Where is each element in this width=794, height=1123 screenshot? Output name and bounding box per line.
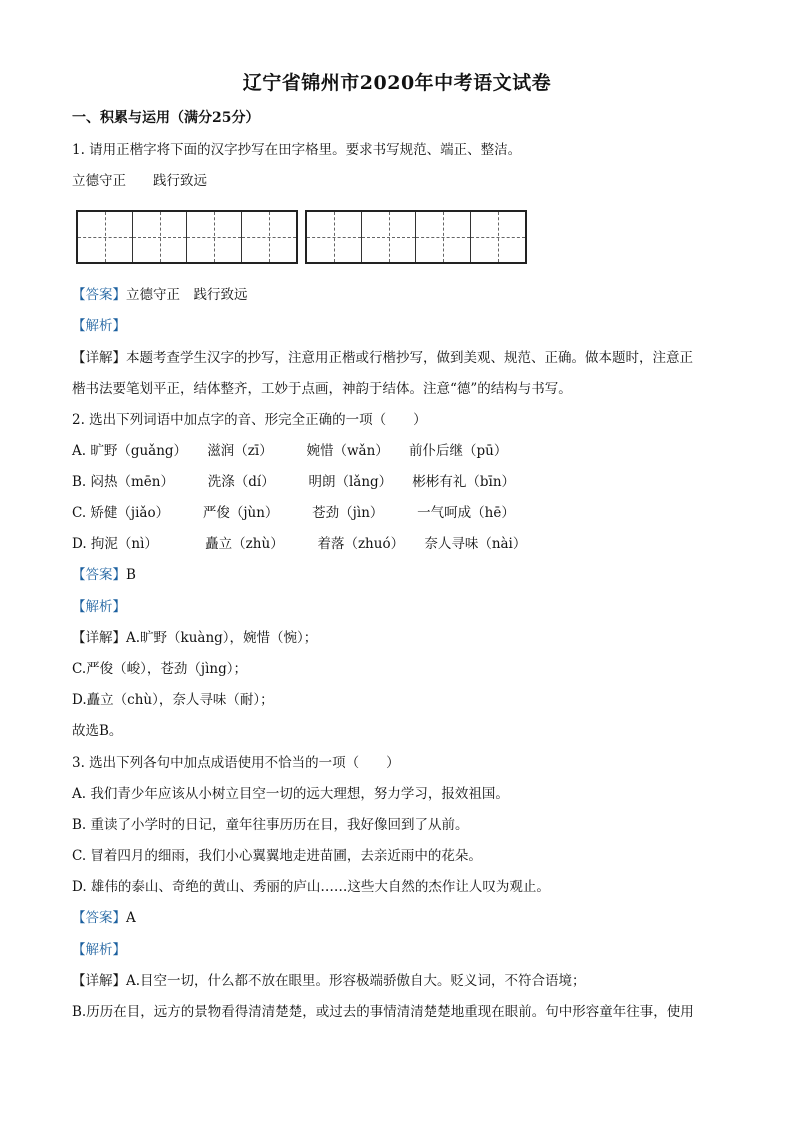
answer-tag: 【答案】: [72, 287, 126, 303]
analysis-tag: 【解析】: [72, 942, 126, 958]
q3-answer: [72, 908, 136, 928]
q1-answer: [72, 285, 248, 305]
q3-stem: 3. 选出下列各句中加点成语使用不恰当的一项（ ）: [72, 755, 400, 771]
analysis-tag: 【解析】: [72, 318, 126, 334]
q3-detail-1: [72, 971, 586, 991]
detail-tag: 【详解】: [72, 973, 126, 989]
q2-option-a: A. 旷野（guǎng） 滋润（zī） 婉惜（wǎn） 前仆后继（pū）: [72, 443, 508, 459]
q2-detail-1: [72, 628, 317, 648]
answer-text: 立德守正 践行致远: [126, 287, 248, 303]
q2-option-b: B. 闷热（mēn） 洗涤（dí） 明朗（lǎng） 彬彬有礼（bīn）: [72, 474, 516, 490]
grid-cell: [242, 212, 297, 262]
q2-answer: [72, 565, 136, 585]
q1-detail-2: 楷书法要笔划平正，结体整齐，工妙于点画，神韵于结体。注意“德”的结构与书写。: [72, 381, 572, 397]
q3-option-b: B. 重读了小学时的日记，童年往事历历在目，我好像回到了从前。: [72, 817, 469, 833]
grid-cell: [307, 212, 362, 262]
detail-tag: 【详解】: [72, 630, 126, 646]
q2-analysis: [72, 597, 126, 617]
grid-cell: [362, 212, 417, 262]
q3-option-a: A. 我们青少年应该从小树立目空一切的远大理想，努力学习，报效祖国。: [72, 786, 509, 802]
detail-text: A.目空一切，什么都不放在眼里。形容极端骄傲自大。贬义词，不符合语境；: [126, 973, 586, 989]
q2-option-c: C. 矫健（jiǎo） 严俊（jùn） 苍劲（jìn） 一气呵成（hē）: [72, 505, 515, 521]
grid-cell: [187, 212, 242, 262]
q1-analysis: [72, 316, 126, 336]
q3-option-c: C. 冒着四月的细雨，我们小心翼翼地走进苗圃，去亲近雨中的花朵。: [72, 848, 482, 864]
grid-cell: [78, 212, 133, 262]
q2-detail-2: C.严俊（峻），苍劲（jìng）；: [72, 661, 247, 677]
analysis-tag: 【解析】: [72, 599, 126, 615]
answer-text: A: [126, 910, 136, 926]
grid-cell: [416, 212, 471, 262]
q2-stem: 2. 选出下列词语中加点字的音、形完全正确的一项（ ）: [72, 412, 427, 428]
q2-detail-4: 故选B。: [72, 723, 123, 739]
answer-tag: 【答案】: [72, 910, 126, 926]
grid-cell: [133, 212, 188, 262]
q2-option-d: D. 拘泥（nì） 矗立（zhù） 着落（zhuó） 奈人寻味（nài）: [72, 536, 527, 552]
detail-text: 本题考查学生汉字的抄写，注意用正楷或行楷抄写，做到美观、规范、正确。做本题时，注意正: [126, 350, 693, 366]
q2-detail-3: D.矗立（chù），奈人寻味（耐）；: [72, 692, 274, 708]
page-title: 辽宁省锦州市2020年中考语文试卷: [242, 72, 552, 94]
q1-words: 立德守正 践行致远: [72, 173, 207, 189]
detail-text: A.旷野（kuàng），婉惜（惋）；: [126, 630, 318, 646]
tianzige-grid-right: [305, 210, 527, 264]
grid-cell: [471, 212, 526, 262]
detail-tag: 【详解】: [72, 350, 126, 366]
q3-option-d: D. 雄伟的泰山、奇绝的黄山、秀丽的庐山……这些大自然的杰作让人叹为观止。: [72, 879, 550, 895]
answer-text: B: [126, 567, 136, 583]
q3-analysis: [72, 940, 126, 960]
section-heading: 一、积累与运用（满分25分）: [72, 110, 260, 126]
tianzige-grid-left: [76, 210, 298, 264]
answer-tag: 【答案】: [72, 567, 126, 583]
q3-detail-2: B.历历在目，远方的景物看得清清楚楚，或过去的事情清清楚楚地重现在眼前。句中形容童年往事，使用: [72, 1004, 694, 1020]
q1-stem: 1. 请用正楷字将下面的汉字抄写在田字格里。要求书写规范、端正、整洁。: [72, 142, 522, 158]
q1-detail-1: [72, 348, 693, 368]
